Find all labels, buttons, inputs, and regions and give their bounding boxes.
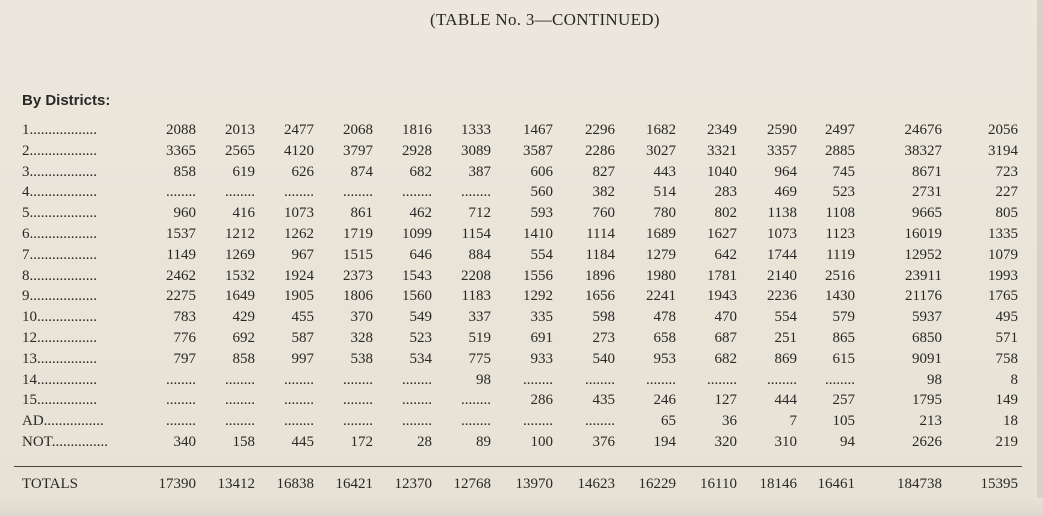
table-cell: 337 (468, 309, 491, 326)
table-cell: ........ (225, 392, 255, 409)
section-label: By Districts: (22, 92, 111, 109)
table-cell: 869 (774, 350, 797, 367)
table-cell: 1119 (826, 246, 855, 263)
row-label: 2.................. (22, 142, 97, 159)
table-cell: 2626 (912, 434, 942, 450)
row-label: 5.................. (22, 205, 97, 222)
table-cell: ........ (343, 392, 373, 409)
table-cell: 642 (714, 246, 737, 263)
table-row (0, 268, 1043, 289)
table-cell: 16421 (335, 476, 373, 492)
table-cell: 2349 (707, 122, 737, 138)
table-cell: 682 (714, 350, 737, 367)
table-cell: 1744 (767, 246, 797, 263)
table-cell: ........ (585, 371, 615, 388)
row-label: 3.................. (22, 163, 97, 180)
table-cell: ........ (461, 392, 491, 409)
table-cell: 462 (409, 205, 432, 222)
table-cell: 2140 (767, 267, 797, 284)
table-cell: 1765 (988, 288, 1018, 305)
table-cell: ........ (284, 392, 314, 409)
table-cell: 8671 (912, 163, 942, 180)
table-cell: 1138 (767, 205, 797, 222)
table-cell: 3194 (988, 142, 1018, 159)
table-cell: 24676 (904, 122, 942, 138)
table-cell: 273 (592, 330, 615, 346)
table-cell: 1114 (586, 226, 615, 242)
table-cell: 2236 (767, 288, 797, 305)
table-cell: 1537 (166, 226, 196, 242)
table-cell: 9091 (912, 350, 942, 367)
table-cell: 1073 (767, 226, 797, 242)
table-cell: 775 (468, 350, 491, 367)
table-cell: 1556 (523, 267, 553, 284)
table-cell: 1262 (284, 226, 314, 242)
row-label: 9.................. (22, 288, 97, 305)
table-cell: 310 (774, 434, 797, 450)
table-row (0, 330, 1043, 351)
table-cell: ........ (166, 371, 196, 388)
table-cell: 1980 (646, 267, 676, 284)
table-cell: 2497 (825, 122, 855, 138)
table-cell: 1682 (646, 122, 676, 138)
table-cell: 2928 (402, 142, 432, 159)
table-cell: 12952 (904, 246, 942, 263)
table-cell: 2241 (646, 288, 676, 305)
table-cell: 1099 (402, 226, 432, 242)
row-label: 1.................. (22, 122, 97, 138)
table-cell: ........ (646, 371, 676, 388)
table-cell: 760 (592, 205, 615, 222)
table-cell: 376 (592, 434, 615, 450)
table-cell: 1184 (585, 246, 615, 263)
table-cell: 100 (530, 434, 553, 450)
table-cell: 7 (789, 413, 797, 430)
row-label: NOT............... (22, 434, 108, 450)
table-cell: 884 (468, 246, 491, 263)
table-cell: 15395 (980, 476, 1018, 492)
table-cell: 964 (774, 163, 797, 180)
table-cell: ........ (343, 371, 373, 388)
table-row (0, 226, 1043, 247)
table-cell: 16838 (276, 476, 314, 492)
table-cell: 2477 (284, 122, 314, 138)
table-cell: 283 (714, 184, 737, 201)
table-cell: 1212 (225, 226, 255, 242)
table-cell: 1627 (707, 226, 737, 242)
table-cell: ........ (284, 413, 314, 430)
table-cell: ........ (402, 184, 432, 201)
table-cell: 1123 (825, 226, 855, 242)
table-cell: 13970 (515, 476, 553, 492)
table-cell: 469 (774, 184, 797, 201)
table-cell: 1333 (461, 122, 491, 138)
table-cell: 3027 (646, 142, 676, 159)
table-cell: 18 (1003, 413, 1018, 430)
table-cell: 1943 (707, 288, 737, 305)
table-cell: ........ (343, 184, 373, 201)
table-cell: 16229 (638, 476, 676, 492)
table-cell: 213 (919, 413, 942, 430)
table-cell: 745 (832, 163, 855, 180)
table-cell: 4120 (284, 142, 314, 159)
table-cell: 554 (530, 246, 553, 263)
table-cell: 2056 (988, 122, 1018, 138)
table-cell: 805 (995, 205, 1018, 222)
table-cell: 2013 (225, 122, 255, 138)
table-cell: 960 (173, 205, 196, 222)
table-cell: 470 (714, 309, 737, 326)
table-title: (TABLE No. 3—CONTINUED) (430, 10, 660, 29)
table-cell: 5937 (912, 309, 942, 326)
table-cell: 387 (468, 163, 491, 180)
table-cell: 776 (173, 330, 196, 346)
table-cell: ........ (523, 413, 553, 430)
table-cell: 89 (476, 434, 491, 450)
table-cell: 1410 (523, 226, 553, 242)
table-cell: 2885 (825, 142, 855, 159)
table-cell: 1560 (402, 288, 432, 305)
table-cell: 997 (291, 350, 314, 367)
table-cell: 523 (409, 330, 432, 346)
table-cell: 320 (714, 434, 737, 450)
table-cell: 149 (995, 392, 1018, 409)
table-cell: 692 (232, 330, 255, 346)
table-row (0, 205, 1043, 226)
table-cell: 598 (592, 309, 615, 326)
table-cell: ........ (225, 184, 255, 201)
table-cell: 691 (530, 330, 553, 346)
table-cell: 1924 (284, 267, 314, 284)
table-cell: 3357 (767, 142, 797, 159)
table-cell: 858 (173, 163, 196, 180)
table-cell: 1073 (284, 205, 314, 222)
table-cell: 257 (832, 392, 855, 409)
row-label: 8.................. (22, 267, 97, 284)
page-edge-bottom (0, 498, 1043, 516)
table-cell: 933 (530, 350, 553, 367)
table-cell: 98 (927, 371, 942, 388)
table-cell: 8 (1010, 371, 1018, 388)
table-cell: 658 (653, 330, 676, 346)
table-cell: 967 (291, 246, 314, 263)
table-cell: 861 (350, 205, 373, 222)
table-cell: ........ (523, 371, 553, 388)
table-cell: 1515 (343, 246, 373, 263)
table-cell: 1993 (988, 267, 1018, 284)
table-row (0, 413, 1043, 434)
table-cell: 554 (774, 309, 797, 326)
table-cell: ........ (166, 392, 196, 409)
table-cell: 1649 (225, 288, 255, 305)
table-cell: 619 (232, 163, 255, 180)
table-cell: 587 (291, 330, 314, 346)
table-cell: 2590 (767, 122, 797, 138)
table-cell: 1079 (988, 246, 1018, 263)
table-cell: 2373 (343, 267, 373, 284)
table-cell: 2286 (585, 142, 615, 159)
table-row (0, 164, 1043, 185)
table-cell: ........ (402, 413, 432, 430)
table-cell: 194 (653, 434, 676, 450)
table-cell: 593 (530, 205, 553, 222)
table-cell: 1656 (585, 288, 615, 305)
table-cell: 953 (653, 350, 676, 367)
table-row (0, 372, 1043, 393)
table-cell: 682 (409, 163, 432, 180)
table-cell: 1795 (912, 392, 942, 409)
table-cell: 874 (350, 163, 373, 180)
table-cell: 36 (722, 413, 737, 430)
row-label: 14................ (22, 371, 97, 388)
table-cell: 540 (592, 350, 615, 367)
totals-row (0, 476, 1043, 497)
table-cell: 2296 (585, 122, 615, 138)
table-cell: 28 (417, 434, 432, 450)
table-cell: 538 (350, 350, 373, 367)
table-cell: 12370 (394, 476, 432, 492)
table-cell: 802 (714, 205, 737, 222)
table-cell: ........ (166, 413, 196, 430)
table-row (0, 247, 1043, 268)
table-cell: ........ (461, 184, 491, 201)
table-cell: 2565 (225, 142, 255, 159)
table-cell: ........ (767, 371, 797, 388)
table-cell: ........ (402, 371, 432, 388)
table-cell: 445 (291, 434, 314, 450)
table-cell: 105 (832, 413, 855, 430)
table-cell: 6850 (912, 330, 942, 346)
table-cell: ........ (284, 371, 314, 388)
row-label: 10................ (22, 309, 97, 326)
table-row (0, 434, 1043, 455)
table-cell: 2088 (166, 122, 196, 138)
table-cell: 1292 (523, 288, 553, 305)
table-cell: 579 (832, 309, 855, 326)
table-cell: 94 (840, 434, 855, 450)
table-cell: 523 (832, 184, 855, 201)
table-cell: 646 (409, 246, 432, 263)
table-cell: 783 (173, 309, 196, 326)
table-cell: 1279 (646, 246, 676, 263)
table-cell: 38327 (904, 142, 942, 159)
table-cell: 2275 (166, 288, 196, 305)
table-cell: 858 (232, 350, 255, 367)
row-label: 4.................. (22, 184, 97, 201)
table-cell: 723 (995, 163, 1018, 180)
table-cell: 227 (995, 184, 1018, 201)
table-cell: 98 (476, 371, 491, 388)
row-label: 15................ (22, 392, 97, 409)
table-cell: 626 (291, 163, 314, 180)
table-cell: 21176 (905, 288, 942, 305)
table-cell: 2462 (166, 267, 196, 284)
table-cell: 1719 (343, 226, 373, 242)
table-cell: 158 (232, 434, 255, 450)
table-row (0, 184, 1043, 205)
table-cell: 2068 (343, 122, 373, 138)
table-cell: ........ (284, 184, 314, 201)
table-cell: 444 (774, 392, 797, 409)
table-cell: 1269 (225, 246, 255, 263)
row-label: TOTALS (22, 476, 79, 492)
table-cell: 1183 (461, 288, 491, 305)
table-cell: 65 (661, 413, 676, 430)
totals-divider (14, 466, 1022, 467)
table-cell: 251 (774, 330, 797, 346)
table-cell: 443 (653, 163, 676, 180)
table-cell: 687 (714, 330, 737, 346)
table-cell: 9665 (912, 205, 942, 222)
table-cell: 827 (592, 163, 615, 180)
table-cell: 382 (592, 184, 615, 201)
table-cell: 1154 (461, 226, 491, 242)
table-cell: 3089 (461, 142, 491, 159)
table-cell: ........ (402, 392, 432, 409)
table-cell: 2731 (912, 184, 942, 201)
table-cell: 1108 (825, 205, 855, 222)
table-cell: 429 (232, 309, 255, 326)
row-label: AD................ (22, 413, 104, 430)
table-cell: 1689 (646, 226, 676, 242)
table-cell: ........ (225, 413, 255, 430)
table-cell: 18146 (759, 476, 797, 492)
table-cell: 435 (592, 392, 615, 409)
table-cell: 1149 (166, 246, 196, 263)
table-cell: 3587 (523, 142, 553, 159)
table-cell: ........ (166, 184, 196, 201)
table-cell: 3797 (343, 142, 373, 159)
table-cell: 3321 (707, 142, 737, 159)
table-cell: 478 (653, 309, 676, 326)
table-cell: 219 (995, 434, 1018, 450)
table-cell: 16110 (700, 476, 737, 492)
table-cell: 12768 (453, 476, 491, 492)
table-cell: 549 (409, 309, 432, 326)
table-cell: 606 (530, 163, 553, 180)
table-cell: 16461 (817, 476, 855, 492)
table-cell: 335 (530, 309, 553, 326)
table-cell: 1543 (402, 267, 432, 284)
table-row (0, 351, 1043, 372)
table-cell: 1467 (523, 122, 553, 138)
table-cell: 328 (350, 330, 373, 346)
table-cell: 455 (291, 309, 314, 326)
table-cell: 1806 (343, 288, 373, 305)
table-row (0, 288, 1043, 309)
table-cell: 797 (173, 350, 196, 367)
table-cell: 560 (530, 184, 553, 201)
table-cell: 534 (409, 350, 432, 367)
table-cell: 1040 (707, 163, 737, 180)
table-row (0, 143, 1043, 164)
table-cell: 13412 (217, 476, 255, 492)
table-cell: 16019 (904, 226, 942, 242)
table-cell: 1532 (225, 267, 255, 284)
table-cell: 172 (350, 434, 373, 450)
table-cell: ........ (343, 413, 373, 430)
row-label: 6.................. (22, 226, 97, 242)
table-cell: 615 (832, 350, 855, 367)
table-cell: 23911 (905, 267, 942, 284)
table-cell: 519 (468, 330, 491, 346)
table-cell: ........ (225, 371, 255, 388)
table-cell: 246 (653, 392, 676, 409)
table-cell: 1896 (585, 267, 615, 284)
table-cell: 1430 (825, 288, 855, 305)
row-label: 12................ (22, 330, 97, 346)
table-cell: 1816 (402, 122, 432, 138)
table-cell: ........ (707, 371, 737, 388)
table-cell: 2516 (825, 267, 855, 284)
table-cell: ........ (585, 413, 615, 430)
table-cell: 571 (995, 330, 1018, 346)
table-row (0, 122, 1043, 143)
table-cell: 14623 (577, 476, 615, 492)
table-cell: 17390 (158, 476, 196, 492)
table-row (0, 392, 1043, 413)
table-cell: ........ (825, 371, 855, 388)
table-cell: 1335 (988, 226, 1018, 242)
row-label: 7.................. (22, 246, 97, 263)
table-cell: 1781 (707, 267, 737, 284)
table-cell: 184738 (897, 476, 942, 492)
table-cell: 3365 (166, 142, 196, 159)
table-cell: 127 (714, 392, 737, 409)
table-cell: 780 (653, 205, 676, 222)
table-cell: ........ (461, 413, 491, 430)
table-cell: 416 (232, 205, 255, 222)
row-label: 13................ (22, 350, 97, 367)
table-cell: 370 (350, 309, 373, 326)
table-row (0, 309, 1043, 330)
table-cell: 286 (530, 392, 553, 409)
table-cell: 2208 (461, 267, 491, 284)
table-cell: 495 (995, 309, 1018, 326)
table-cell: 1905 (284, 288, 314, 305)
table-cell: 865 (832, 330, 855, 346)
table-cell: 514 (653, 184, 676, 201)
table-cell: 340 (173, 434, 196, 450)
table-cell: 712 (468, 205, 491, 222)
table-cell: 758 (995, 350, 1018, 367)
